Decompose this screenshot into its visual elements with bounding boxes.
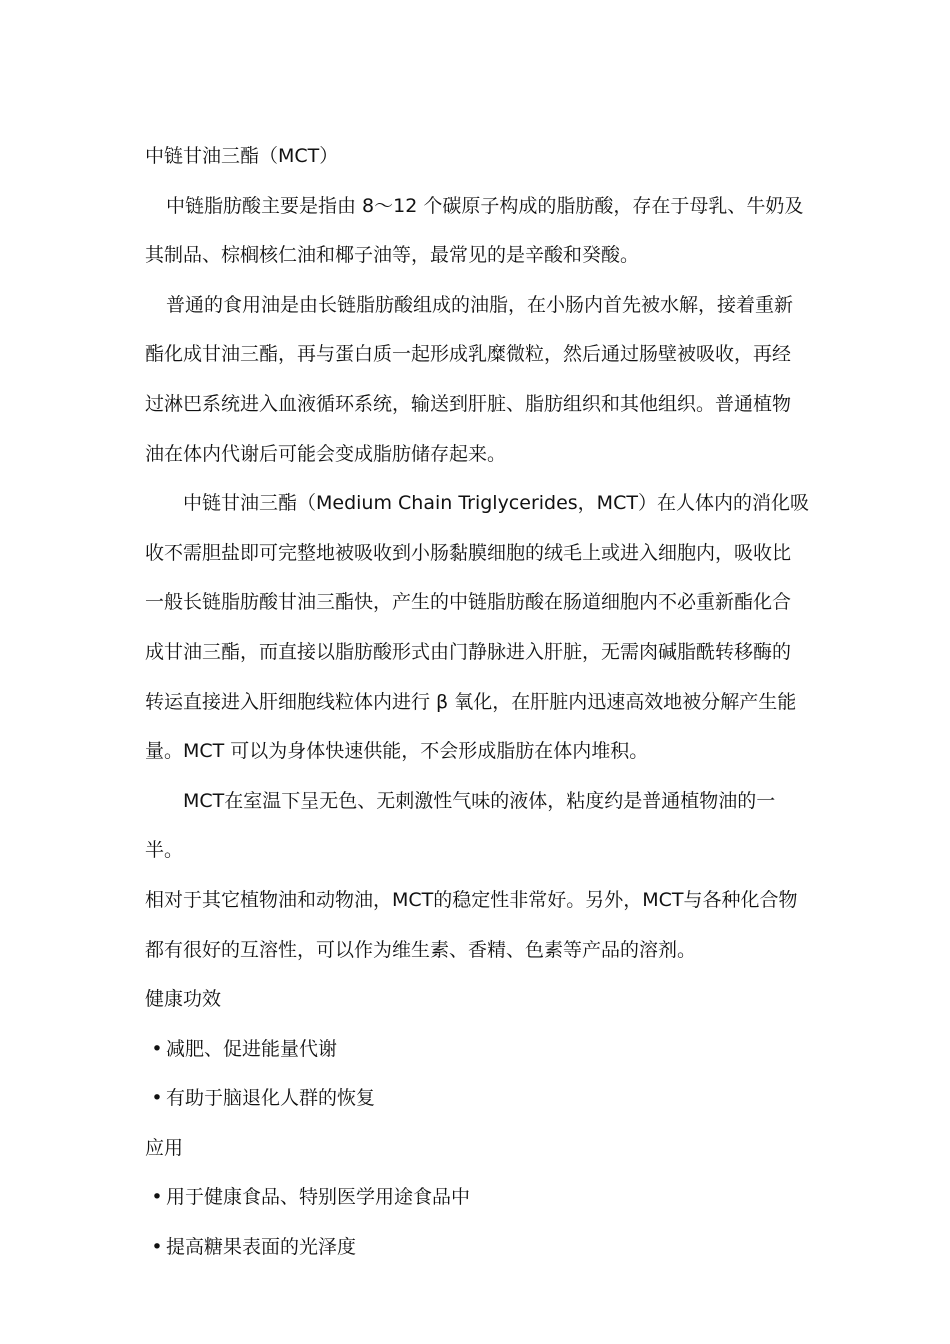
paragraph-line: 相对于其它植物油和动物油，MCT的稳定性非常好。另外，MCT与各种化合物 [145,888,798,911]
list-item [145,1223,810,1273]
paragraph-mct-definition [145,182,810,281]
paragraph-line: 过淋巴系统进入血液循环系统，输送到肝脏、脂肪组织和其他组织。普通植物 [145,392,792,415]
document-body [145,132,810,1273]
paragraph-line: 中链甘油三酯（Medium Chain Triglycerides，MCT）在人体内的消化吸 [183,492,809,515]
paragraph-line: MCT在室温下呈无色、无刺激性气味的液体，粘度约是普通植物油的一半。 [145,789,776,862]
paragraph-line: 酯化成甘油三酯，再与蛋白质一起形成乳糜微粒，然后通过肠壁被吸收，再经 [145,343,792,366]
health-list [145,1025,810,1124]
paragraph-line: 中链脂肪酸主要是指由 8～12 个碳原子构成的脂肪酸，存在于母乳、牛奶及 [166,194,804,217]
paragraph-line: 收不需胆盐即可完整地被吸收到小肠黏膜细胞的绒毛上或进入细胞内，吸收比 [145,541,792,564]
list-item [145,1173,810,1223]
section-heading-application: 应用 [145,1136,184,1159]
paragraph-line: 其制品、棕榈核仁油和椰子油等，最常见的是辛酸和癸酸。 [145,244,640,267]
document-title: 中链甘油三酯（MCT） [145,145,339,167]
paragraph-line: 都有很好的互溶性，可以作为维生素、香精、色素等产品的溶剂。 [145,938,697,961]
bullet-icon: • [151,1186,163,1209]
list-item-text: 用于健康食品、特别医学用途食品中 [166,1186,471,1209]
paragraph-line: 转运直接进入肝细胞线粒体内进行 β 氧化，在肝脏内迅速高效地被分解产生能 [145,690,797,713]
paragraph-line: 一般长链脂肪酸甘油三酯快，产生的中链脂肪酸在肠道细胞内不必重新酯化合 [145,591,792,614]
paragraph-mct-digestion [145,479,810,777]
list-item-text: 减肥、促进能量代谢 [166,1037,338,1060]
application-list [145,1173,810,1272]
bullet-icon: • [151,1236,163,1259]
list-item [145,1074,810,1124]
bullet-icon: • [151,1037,163,1060]
list-item [145,1025,810,1075]
paragraph-line: 量。MCT 可以为身体快速供能，不会形成脂肪在体内堆积。 [145,740,649,763]
bullet-icon: • [151,1087,163,1110]
paragraph-ordinary-oil [145,281,810,479]
list-item-text: 有助于脑退化人群的恢复 [166,1087,376,1110]
section-heading-health: 健康功效 [145,988,222,1011]
paragraph-mct-properties [145,777,810,975]
paragraph-line: 成甘油三酯，而直接以脂肪酸形式由门静脉进入肝脏，无需肉碱脂酰转移酶的 [145,640,792,663]
paragraph-line: 油在体内代谢后可能会变成脂肪储存起来。 [145,442,507,465]
list-item-text: 提高糖果表面的光泽度 [166,1236,357,1259]
paragraph-line: 普通的食用油是由长链脂肪酸组成的油脂，在小肠内首先被水解，接着重新 [166,293,794,316]
